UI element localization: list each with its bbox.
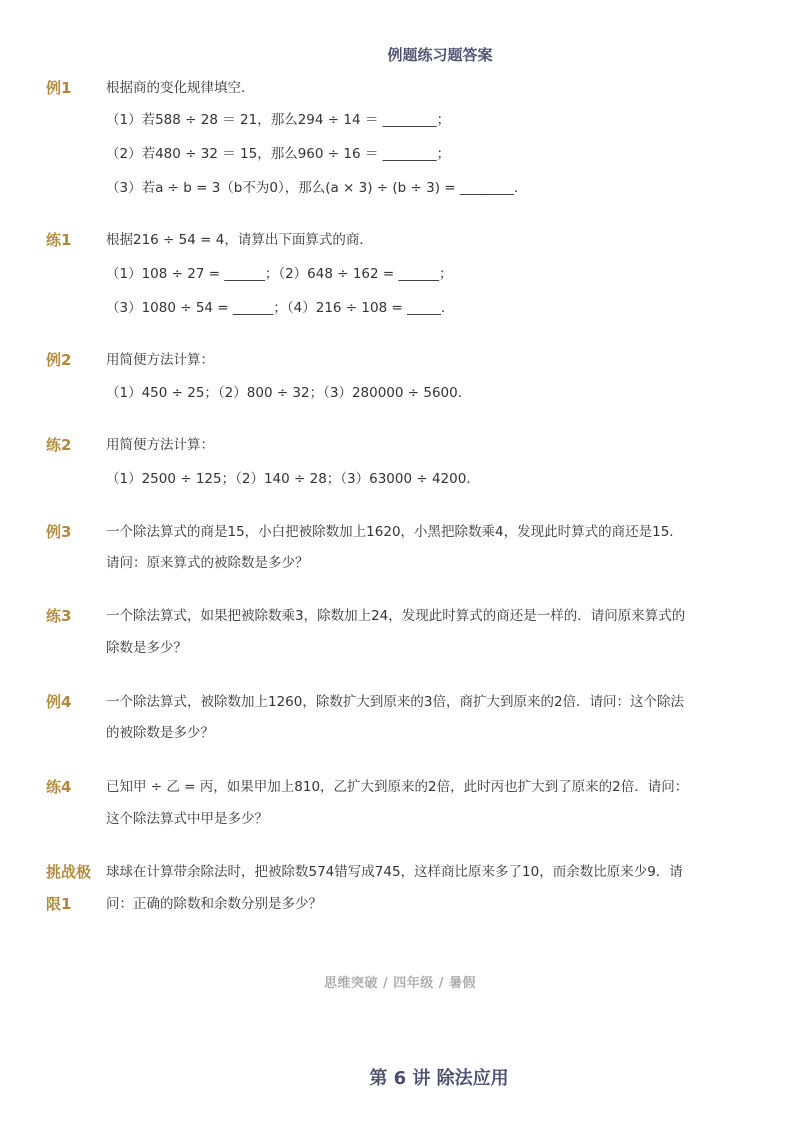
problem-ex1-line-0: 根据商的变化规律填空． [106, 80, 255, 96]
problem-pr4-line-0: 已知甲 ÷ 乙 = 丙，如果甲加上810，乙扩大到原来的2倍，此时丙也扩大到了原来的2倍．请问： [106, 779, 689, 795]
problem-ex3-line-0: 一个除法算式的商是15，小白把被除数加上1620，小黑把除数乘4，发现此时算式的商还是15． [106, 524, 683, 540]
problem-ex4-line-1: 的被除数是多少？ [106, 725, 214, 741]
problem-tag-pr3: 练3 [46, 607, 72, 625]
problem-pr3-line-0: 一个除法算式，如果把被除数乘3，除数加上24，发现此时算式的商还是一样的．请问原来算式的 [106, 608, 686, 624]
problem-tag-challenge-part2: 限1 [46, 895, 72, 913]
problem-tag-pr2: 练2 [46, 436, 72, 454]
problem-pr3-line-1: 除数是多少？ [106, 640, 187, 656]
problem-ex4-line-0: 一个除法算式，被除数加上1260，除数扩大到原来的3倍，商扩大到原来的2倍．请问：这个除法 [106, 694, 685, 710]
problem-tag-pr4: 练4 [46, 778, 72, 796]
problem-ex1-line-2: （2）若480 ÷ 32 ＝ 15，那么960 ÷ 16 ＝ ________； [106, 146, 451, 162]
problem-ex1-line-1: （1）若588 ÷ 28 ＝ 21，那么294 ÷ 14 ＝ ________； [106, 112, 451, 128]
problem-tag-ex4: 例4 [46, 693, 72, 711]
problem-ex1-line-3: （3）若a ÷ b = 3（b不为0），那么(a × 3) ÷ (b ÷ 3) = ________． [106, 180, 528, 196]
footer-brand: 思维突破 / 四年级 / 暑假 [323, 976, 477, 991]
problem-tag-challenge-part1: 挑战极 [46, 863, 92, 881]
problem-tag-ex2: 例2 [46, 351, 72, 369]
problem-challenge-line-1: 问：正确的除数和余数分别是多少？ [106, 896, 322, 912]
problem-ex2-line-1: （1）450 ÷ 25；（2）800 ÷ 32；（3）280000 ÷ 5600． [106, 385, 472, 401]
problem-tag-ex1: 例1 [46, 79, 72, 97]
problem-pr2-line-1: （1）2500 ÷ 125；（2）140 ÷ 28；（3）63000 ÷ 4200． [106, 471, 480, 487]
page-title: 例题练习题答案 [387, 46, 493, 64]
lecture-title: 第 6 讲 除法应用 [369, 1068, 509, 1089]
problem-ex3-line-1: 请问：原来算式的被除数是多少？ [106, 555, 309, 571]
problem-tag-pr1: 练1 [46, 231, 72, 249]
problem-pr1-line-2: （3）1080 ÷ 54 = ______；（4）216 ÷ 108 = _____． [106, 300, 455, 316]
problem-pr2-line-0: 用简便方法计算： [106, 437, 214, 453]
problem-ex2-line-0: 用简便方法计算： [106, 352, 214, 368]
problem-challenge-line-0: 球球在计算带余除法时，把被除数574错写成745，这样商比原来多了10，而余数比原来少9．请 [106, 864, 683, 880]
problem-tag-ex3: 例3 [46, 523, 72, 541]
problem-pr1-line-0: 根据216 ÷ 54 = 4，请算出下面算式的商． [106, 232, 373, 248]
problem-pr4-line-1: 这个除法算式中甲是多少？ [106, 811, 268, 827]
problem-pr1-line-1: （1）108 ÷ 27 = ______；（2）648 ÷ 162 = ______； [106, 266, 453, 282]
